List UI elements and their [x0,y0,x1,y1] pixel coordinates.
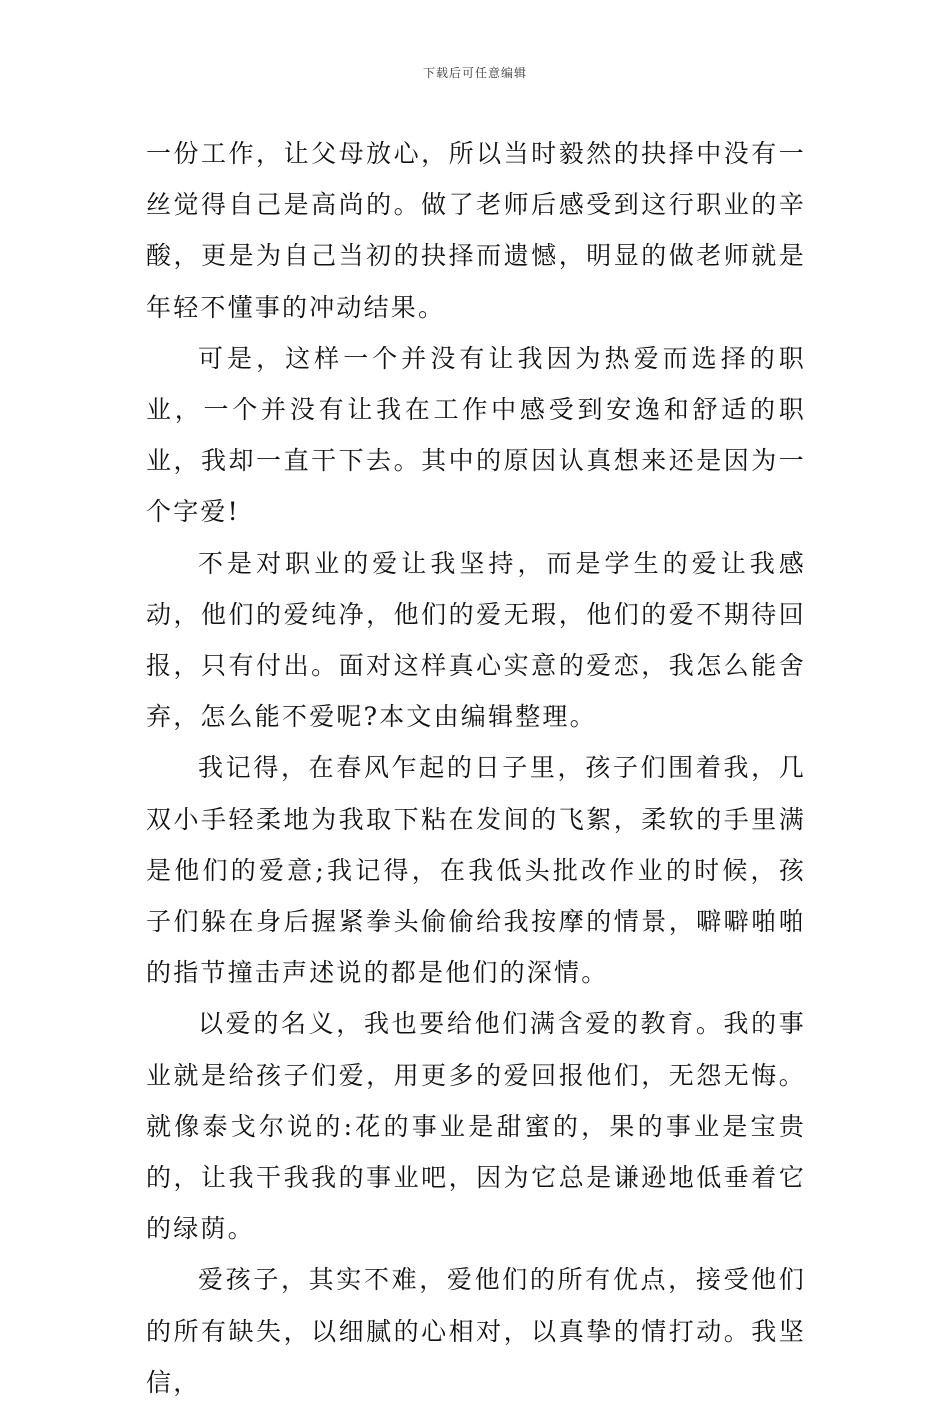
paragraph-3: 不是对职业的爱让我坚持，而是学生的爱让我感动，他们的爱纯净，他们的爱无瑕，他们的爱不期待回报，只有付出。面对这样真心实意的爱恋，我怎么能舍弃，怎么能不爱呢?本文由编辑整理。 [146,548,806,732]
paragraph-1: 一份工作，让父母放心，所以当时毅然的抉择中没有一丝觉得自己是高尚的。做了老师后感受到这行职业的辛酸，更是为自己当初的抉择而遗憾，明显的做老师就是年轻不懂事的冲动结果。 [146,139,806,322]
paragraph-6: 爱孩子，其实不难，爱他们的所有优点，接受他们的所有缺失，以细腻的心相对，以真挚的情打动。我坚信， [146,1265,806,1397]
paragraph-5: 以爱的名义，我也要给他们满含爱的教育。我的事业就是给孩子们爱，用更多的爱回报他们，无怨无悔。就像泰戈尔说的:花的事业是甜蜜的，果的事业是宝贵的，让我干我我的事业吧，因为它总是谦逊地低垂着它的绿荫。 [146,1009,806,1244]
paragraph-2: 可是，这样一个并没有让我因为热爱而选择的职业，一个并没有让我在工作中感受到安逸和舒适的职业，我却一直干下去。其中的原因认真想来还是因为一个字爱! [146,343,806,527]
page-header-note: 下载后可任意编辑 [422,66,527,80]
paragraph-4: 我记得，在春风乍起的日子里，孩子们围着我，几双小手轻柔地为我取下粘在发间的飞絮，柔软的手里满是他们的爱意;我记得，在我低头批改作业的时候，孩子们躲在身后握紧拳头偷偷给我按摩的情景，噼噼啪啪的指节撞击声述说的都是他们的深情。 [146,753,806,988]
document-body [146,128,806,1408]
